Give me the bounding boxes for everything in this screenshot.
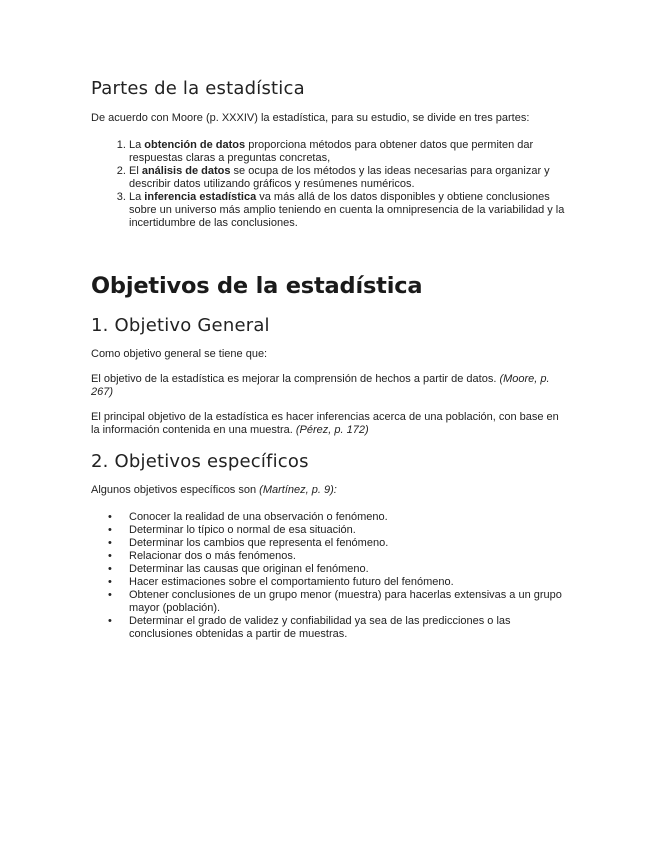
list-item: 1. La obtención de datos proporciona métodos para obtener datos que permiten dar respuestas claras a preguntas concretas, bbox=[129, 139, 569, 165]
list-item: • Determinar lo típico o normal de esa situación. bbox=[129, 524, 569, 537]
objetivos-especificos-list bbox=[91, 511, 569, 641]
partes-list bbox=[91, 139, 569, 230]
list-item: • Conocer la realidad de una observación o fenómeno. bbox=[129, 511, 569, 524]
objetivo-general-intro: Como objetivo general se tiene que: bbox=[91, 348, 268, 360]
objetivo-general-paragraph-1: El objetivo de la estadística es mejorar la comprensión de hechos a partir de datos. (Moore, p. 267) bbox=[91, 373, 550, 398]
citation: (Moore, p. 267) bbox=[91, 373, 550, 398]
list-item: 3. La inferencia estadística va más allá de los datos disponibles y obtiene conclusiones sobre un universo más amplio teniendo en cuenta la omnipresencia de la variabilidad y la incertidumbre de las conclusiones. bbox=[129, 191, 569, 230]
objetivos-title: Objetivos de la estadística bbox=[91, 273, 423, 299]
list-item: • Determinar los cambios que representa el fenómeno. bbox=[129, 537, 569, 550]
objetivos-especificos-heading: 2. Objetivos específicos bbox=[91, 451, 309, 472]
objetivo-general-heading: 1. Objetivo General bbox=[91, 315, 270, 336]
citation: (Pérez, p. 172) bbox=[295, 424, 369, 436]
partes-intro: De acuerdo con Moore (p. XXXIV) la estadística, para su estudio, se divide en tres partes: bbox=[91, 112, 530, 124]
list-item: • Hacer estimaciones sobre el comportamiento futuro del fenómeno. bbox=[129, 576, 569, 589]
document-page bbox=[91, 78, 569, 641]
citation: (Martínez, p. 9): bbox=[259, 484, 337, 496]
list-item: • Relacionar dos o más fenómenos. bbox=[129, 550, 569, 563]
objetivo-general-paragraph-2: El principal objetivo de la estadística es hacer inferencias acerca de una población, con base en la información contenida en una muestra. (Pérez, p. 172) bbox=[91, 411, 559, 436]
list-item: 2. El análisis de datos se ocupa de los métodos y las ideas necesarias para organizar y describir datos utilizando gráficos y resúmenes numéricos. bbox=[129, 165, 569, 191]
list-item: • Obtener conclusiones de un grupo menor (muestra) para hacerlas extensivas a un grupo mayor (población). bbox=[129, 589, 569, 615]
objetivos-especificos-intro: Algunos objetivos específicos son (Martínez, p. 9): bbox=[91, 484, 337, 496]
list-item: • Determinar las causas que originan el fenómeno. bbox=[129, 563, 569, 576]
partes-heading: Partes de la estadística bbox=[91, 78, 305, 99]
list-item: • Determinar el grado de validez y confiabilidad ya sea de las predicciones o las conclusiones obtenidas a partir de muestras. bbox=[129, 615, 569, 641]
